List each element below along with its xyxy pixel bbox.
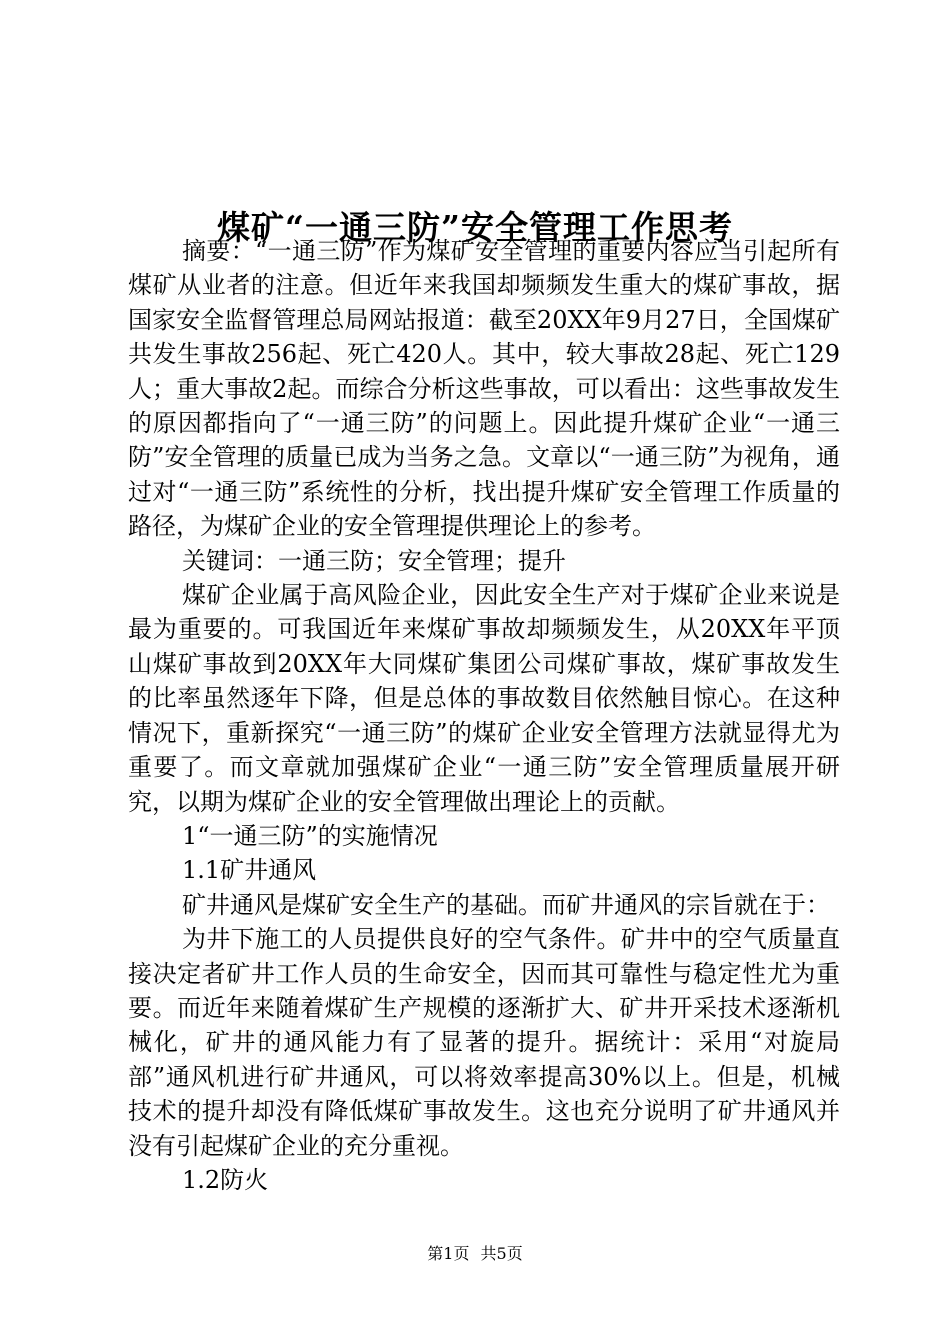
section-heading-1: 1“一通三防”的实施情况 <box>182 821 438 850</box>
page-number: 第1页 <box>427 1244 470 1263</box>
section-heading-1-2: 1.2防火 <box>182 1165 269 1194</box>
page-total: 共5页 <box>480 1244 523 1263</box>
abstract-paragraph: 摘要：“一通三防”作为煤矿安全管理的重要内容应当引起所有煤矿从业者的注意。但近年来我国却频频发生重大的煤矿事故，据国家安全监督管理总局网站报道：截至20XX年9月27日，全国煤矿共发生事故256起、死亡420人。其中，较大事故28起、死亡129人；重大事故2起。而综合分析这些事故，可以看出：这些事故发生的原因都指向了“一通三防”的问题上。因此提升煤矿企业“一通三防”安全管理的质量已成为当务之急。文章以“一通三防”为视角，通过对“一通三防”系统性的分析，找出提升煤矿安全管理工作质量的路径，为煤矿企业的安全管理提供理论上的参考。 <box>128 237 840 541</box>
keywords-paragraph: 关键词：一通三防；安全管理；提升 <box>182 546 566 575</box>
document-body <box>128 234 840 1197</box>
intro-paragraph: 煤矿企业属于高风险企业，因此安全生产对于煤矿企业来说是最为重要的。可我国近年来煤矿事故却频频发生，从20XX年平顶山煤矿事故到20XX年大同煤矿集团公司煤矿事故，煤矿事故发生的比率虽然逐年下降，但是总体的事故数目依然触目惊心。在这种情况下，重新探究“一通三防”的煤矿企业安全管理方法就显得尤为重要了。而文章就加强煤矿企业“一通三防”安全管理质量展开研究，以期为煤矿企业的安全管理做出理论上的贡献。 <box>128 581 840 816</box>
page-footer <box>0 1243 950 1265</box>
ventilation-detail-paragraph: 为井下施工的人员提供良好的空气条件。矿井中的空气质量直接决定者矿井工作人员的生命安全，因而其可靠性与稳定性尤为重要。而近年来随着煤矿生产规模的逐渐扩大、矿井开采技术逐渐机械化，矿井的通风能力有了显著的提升。据统计：采用“对旋局部”通风机进行矿井通风，可以将效率提高30%以上。但是，机械技术的提升却没有降低煤矿事故发生。这也充分说明了矿井通风并没有引起煤矿企业的充分重视。 <box>128 925 840 1160</box>
ventilation-paragraph: 矿井通风是煤矿安全生产的基础。而矿井通风的宗旨就在于： <box>182 890 830 919</box>
section-heading-1-1: 1.1矿井通风 <box>182 856 317 885</box>
document-title: 煤矿“一通三防”安全管理工作思考 <box>217 208 733 248</box>
